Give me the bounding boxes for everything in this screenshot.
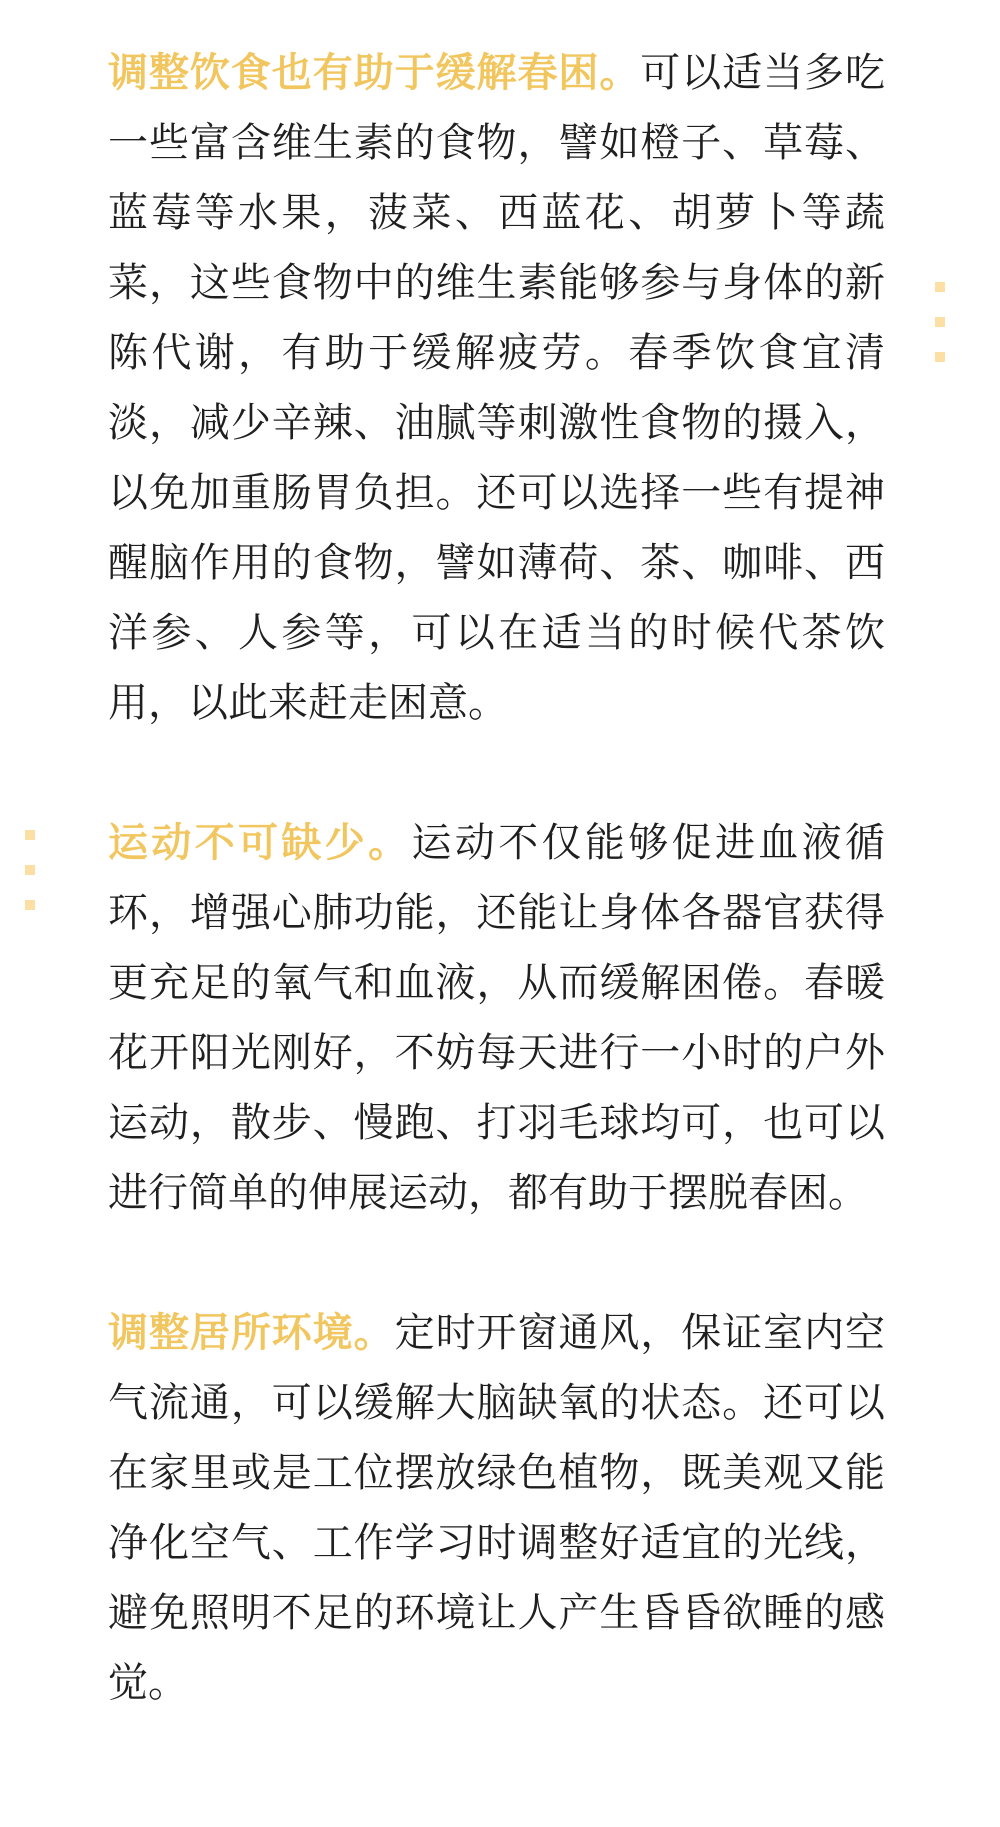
paragraph-environment bbox=[108, 1298, 885, 1718]
decor-square bbox=[25, 900, 35, 910]
paragraph-lead-text: 调整居所环境。 bbox=[108, 1310, 395, 1355]
decor-squares-left bbox=[25, 830, 35, 910]
paragraph-lead-text: 运动不可缺少。 bbox=[108, 820, 412, 865]
paragraph-body-text: 运动不仅能够促进血液循环，增强心肺功能，还能让身体各器官获得更充足的氧气和血液，从而缓解困倦。春暖花开阳光刚好，不妨每天进行一小时的户外运动，散步、慢跑、打羽毛球均可，也可以进行简单的伸展运动，都有助于摆脱春困。 bbox=[108, 820, 886, 1215]
paragraph-body-text: 可以适当多吃一些富含维生素的食物，譬如橙子、草莓、蓝莓等水果，菠菜、西蓝花、胡萝卜等蔬菜，这些食物中的维生素能够参与身体的新陈代谢，有助于缓解疲劳。春季饮食宜清淡，减少辛辣、油腻等刺激性食物的摄入，以免加重肠胃负担。还可以选择一些有提神醒脑作用的食物，譬如薄荷、茶、咖啡、西洋参、人参等，可以在适当的时候代茶饮用，以此来赶走困意。 bbox=[108, 50, 886, 725]
decor-square bbox=[25, 830, 35, 840]
decor-square bbox=[935, 317, 945, 327]
decor-square bbox=[25, 865, 35, 875]
article-body bbox=[108, 38, 885, 1718]
paragraph-lead-text: 调整饮食也有助于缓解春困。 bbox=[108, 50, 641, 95]
paragraph-exercise bbox=[108, 808, 885, 1228]
decor-square bbox=[935, 282, 945, 292]
paragraph-diet bbox=[108, 38, 885, 738]
paragraph-body-text: 定时开窗通风，保证室内空气流通，可以缓解大脑缺氧的状态。还可以在家里或是工位摆放绿色植物，既美观又能净化空气、工作学习时调整好适宜的光线，避免照明不足的环境让人产生昏昏欲睡的感觉。 bbox=[108, 1310, 886, 1705]
decor-square bbox=[935, 352, 945, 362]
decor-squares-right bbox=[935, 282, 945, 362]
